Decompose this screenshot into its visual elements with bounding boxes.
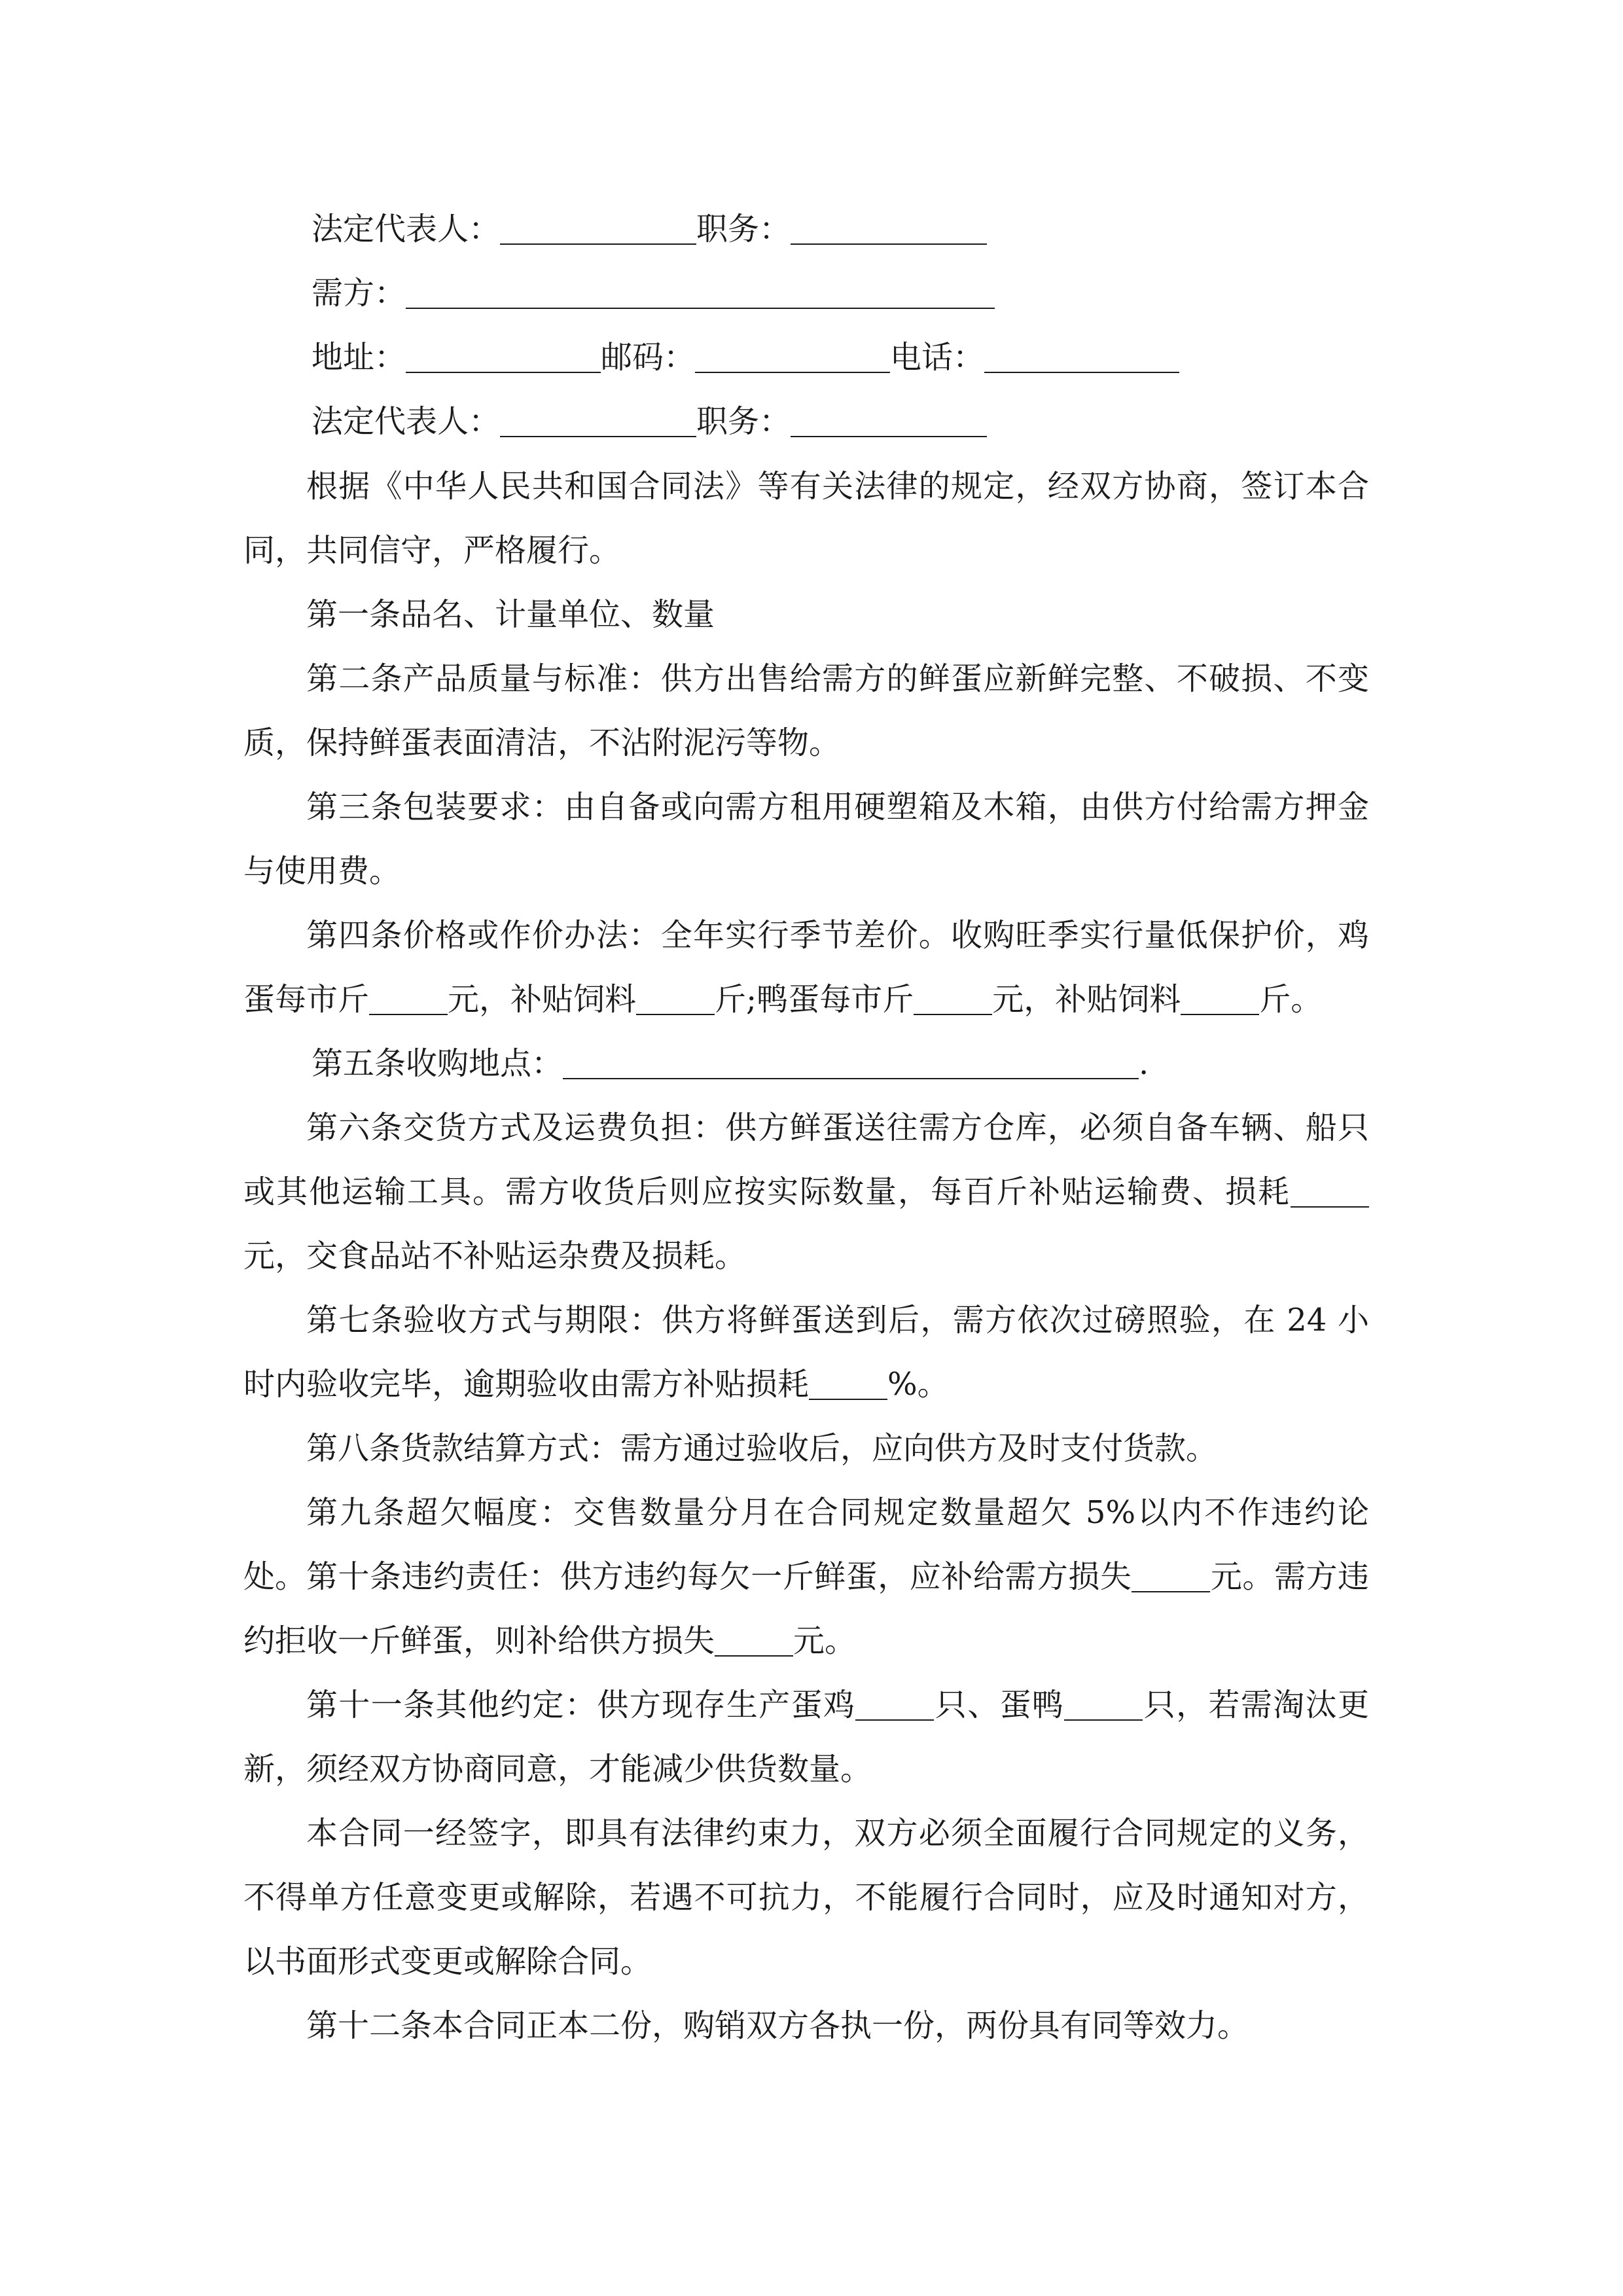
- article-4-text-e: 斤。: [1259, 981, 1323, 1018]
- laying-ducks-blank[interactable]: [1064, 1691, 1143, 1721]
- rep1-label: 法定代表人：: [312, 211, 501, 247]
- article-10: [243, 1545, 1369, 1673]
- zip-label: 邮码：: [601, 339, 696, 376]
- buyer-penalty-blank[interactable]: [715, 1626, 793, 1657]
- article-12: 第十二条本合同正本二份，购销双方各执一份，两份具有同等效力。: [306, 2007, 1249, 2044]
- rep2-title-blank[interactable]: [791, 407, 987, 437]
- article-10-text-b: 元。需方违约拒收一斤鲜蛋，则补给供方损失: [243, 1558, 1369, 1659]
- article-11-text-c: 只，若需淘汰更新，须经双方协商同意，才能减少供货数量。: [243, 1687, 1369, 1787]
- article-9: 第九条超欠幅度：交售数量分月在合同规定数量超欠 5%以内不作违约论处。: [243, 1494, 1369, 1595]
- duck-feed-blank[interactable]: [1181, 985, 1259, 1015]
- article-4: [243, 903, 1369, 1031]
- buyer-line: [312, 274, 995, 313]
- rep2-line: [312, 402, 987, 441]
- article-1: 第一条品名、计量单位、数量: [306, 596, 715, 633]
- egg-price-blank[interactable]: [369, 985, 448, 1015]
- laying-hens-blank[interactable]: [855, 1691, 934, 1721]
- article-7: [243, 1288, 1369, 1416]
- article-7-text-a: 第七条验收方式与期限：供方将鲜蛋送到后，需方依次过磅照验，在 24 小时内验收完毕，逾期验收由需方补贴损耗: [243, 1302, 1369, 1403]
- buyer-label: 需方：: [312, 275, 406, 312]
- buyer-blank[interactable]: [406, 279, 995, 309]
- loss-percent-blank[interactable]: [809, 1370, 887, 1400]
- address-line: [312, 338, 1179, 377]
- article-5: [312, 1044, 1149, 1083]
- article-3: 第三条包装要求：由自备或向需方租用硬塑箱及木箱，由供方付给需方押金与使用费。: [243, 789, 1369, 889]
- supplier-penalty-blank[interactable]: [1132, 1562, 1210, 1592]
- article-4-text-d: 元，补贴饲料: [992, 981, 1181, 1018]
- phone-label: 电话：: [890, 339, 985, 376]
- rep1-title-blank[interactable]: [791, 215, 987, 245]
- egg-feed-blank[interactable]: [636, 985, 715, 1015]
- article-10-text-a: 第十条违约责任：供方违约每欠一斤鲜蛋，应补给需方损失: [306, 1558, 1132, 1595]
- article-11-text-a: 第十一条其他约定：供方现存生产蛋鸡: [306, 1687, 856, 1723]
- addr-blank[interactable]: [406, 343, 601, 373]
- binding-clause: 本合同一经签字，即具有法律约束力，双方必须全面履行合同规定的义务，不得单方任意变更或解除，若遇不可抗力，不能履行合同时，应及时通知对方，以书面形式变更或解除合同。: [243, 1815, 1369, 1980]
- article-10-text-c: 元。: [793, 1623, 857, 1659]
- article-4-text-a: 第四条价格或作价办法：全年实行季节差价。收购旺季实行量低保护价，鸡蛋每市斤: [243, 917, 1369, 1018]
- article-6-text-a: 第六条交货方式及运费负担：供方鲜蛋送往需方仓库，必须自备车辆、船只或其他运输工具。需方收货后则应按实际数量，每百斤补贴运输费、损耗: [243, 1109, 1369, 1210]
- phone-blank[interactable]: [984, 343, 1179, 373]
- rep2-blank[interactable]: [500, 407, 696, 437]
- article-2: 第二条产品质量与标准：供方出售给需方的鲜蛋应新鲜完整、不破损、不变质，保持鲜蛋表面清洁，不沾附泥污等物。: [243, 660, 1369, 761]
- purchase-location-blank[interactable]: [563, 1049, 1139, 1079]
- article-5-end: .: [1139, 1045, 1149, 1082]
- intro-paragraph: 根据《中华人民共和国合同法》等有关法律的规定，经双方协商，签订本合同，共同信守，严格履行。: [243, 468, 1369, 569]
- zip-blank[interactable]: [695, 343, 890, 373]
- rep2-title-label: 职务：: [696, 403, 791, 440]
- article-5-label: 第五条收购地点：: [312, 1045, 563, 1082]
- rep1-title-label: 职务：: [696, 211, 791, 247]
- addr-label: 地址：: [312, 339, 406, 376]
- article-11: [243, 1673, 1369, 1801]
- article-11-text-b: 只、蛋鸭: [934, 1687, 1065, 1723]
- article-7-text-b: %。: [887, 1366, 949, 1403]
- rep2-label: 法定代表人：: [312, 403, 501, 440]
- article-8: 第八条货款结算方式：需方通过验收后，应向供方及时支付货款。: [306, 1430, 1218, 1467]
- article-6-text-b: 元，交食品站不补贴运杂费及损耗。: [243, 1238, 747, 1274]
- duck-egg-price-blank[interactable]: [914, 985, 992, 1015]
- article-4-text-c: 斤;鸭蛋每市斤: [715, 981, 914, 1018]
- article-6: [243, 1096, 1369, 1288]
- rep1-line: [312, 209, 987, 249]
- transport-subsidy-blank[interactable]: [1291, 1177, 1369, 1208]
- rep1-blank[interactable]: [500, 215, 696, 245]
- article-4-text-b: 元，补贴饲料: [448, 981, 637, 1018]
